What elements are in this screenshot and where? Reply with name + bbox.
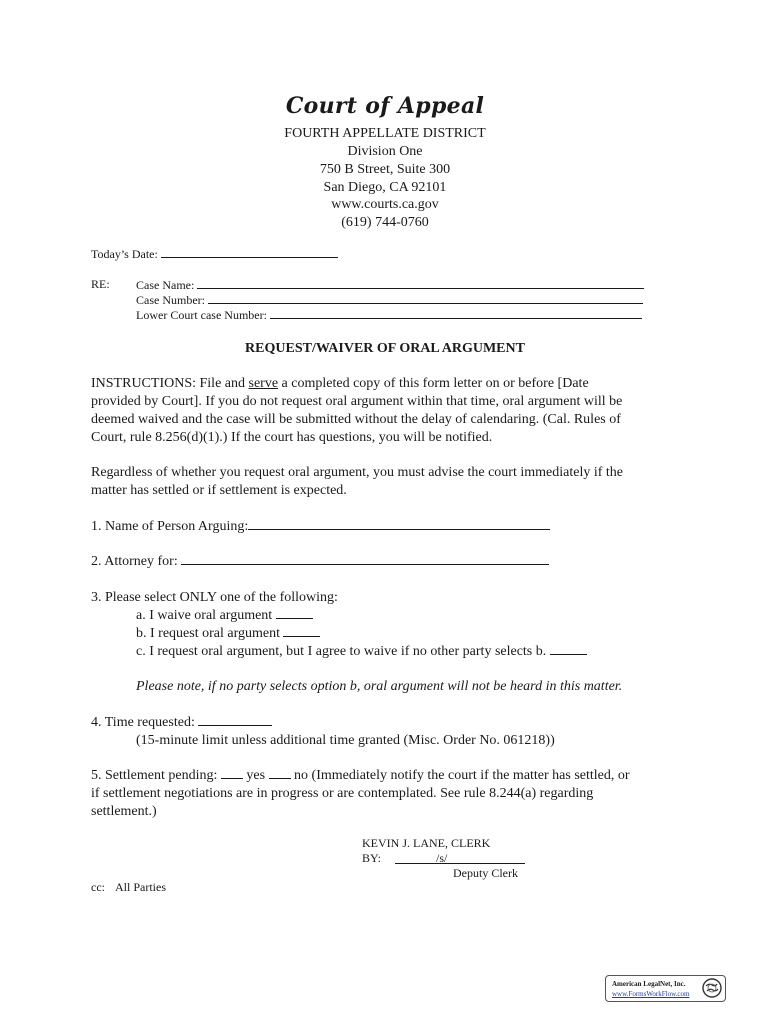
phone-number: (619) 744-0760 [341,215,429,230]
street-address: 750 B Street, Suite 300 [319,162,451,177]
case-number-field[interactable] [208,292,643,304]
date-field[interactable] [161,246,338,258]
city-address: San Diego, CA 92101 [323,180,447,195]
form-title: REQUEST/WAIVER OF ORAL ARGUMENT [245,341,525,356]
court-title: Court of Appeal [285,93,485,119]
option-b-line [136,625,320,643]
instructions-line-3: deemed waived and the case will be submitted without the delay of calendaring. (Cal. Rules of [91,412,621,427]
division-name: Division One [347,144,423,159]
time-limit-note: (15-minute limit unless additional time granted (Misc. Order No. 061218)) [136,733,555,748]
lower-court-line [136,307,642,323]
cc-value: All Parties [115,880,166,894]
case-name-field[interactable] [197,277,644,289]
footer-badge[interactable] [605,975,726,1002]
instructions-text: a completed copy of this form letter on or before [Date [278,376,589,391]
name-arguing-field[interactable] [248,518,550,530]
settlement-no-label: no [290,768,309,783]
cc-label: cc: [91,880,105,894]
settlement-yes-label: yes [242,768,269,783]
by-label: BY: [362,851,381,865]
case-name-label: Case Name: [136,278,195,292]
option-c-field[interactable] [550,643,587,655]
settlement-pending-line-2: if settlement negotiations are in progress or are contemplated. See rule 8.244(a) regarding [91,786,594,801]
deputy-clerk-label: Deputy Clerk [453,866,518,880]
option-a-field[interactable] [276,607,313,619]
settlement-pending-label: 5. Settlement pending: [91,768,221,783]
website-link[interactable]: www.courts.ca.gov [331,197,439,212]
instructions-text: INSTRUCTIONS: File and [91,376,249,391]
option-a-line [136,607,313,625]
settlement-no-field[interactable] [269,767,291,779]
globe-icon [702,978,722,998]
signature-mark: /s/ [436,851,448,865]
lower-court-label: Lower Court case Number: [136,308,267,322]
option-note: Please note, if no party selects option b, oral argument will not be heard in this matter. [136,679,623,694]
instructions-line-1 [91,375,589,393]
option-c-line [136,643,587,661]
case-number-line [136,292,643,308]
name-arguing-label: 1. Name of Person Arguing: [91,519,249,534]
option-c-label: c. I request oral argument, but I agree to waive if no other party selects b. [136,644,550,659]
time-requested-line [91,714,272,732]
case-number-label: Case Number: [136,293,205,307]
time-requested-field[interactable] [198,714,272,726]
select-prompt: 3. Please select ONLY one of the following: [91,590,338,605]
option-b-field[interactable] [283,625,320,637]
badge-url[interactable]: www.FormsWorkFlow.com [612,990,690,998]
re-label: RE: [91,277,110,291]
option-a-label: a. I waive oral argument [136,608,276,623]
signature-line [395,851,525,864]
time-requested-label: 4. Time requested: [91,715,199,730]
serve-link: serve [248,376,279,391]
instructions-line-2: provided by Court]. If you do not request oral argument within that time, oral argument will be [91,394,623,409]
name-arguing-line [91,518,550,536]
badge-company: American LegalNet, Inc. [612,980,686,988]
option-b-label: b. I request oral argument [136,626,284,641]
lower-court-field[interactable] [270,307,642,319]
settlement-pending-line-3: settlement.) [91,804,157,819]
settlement-pending-line [91,767,630,785]
clerk-name: KEVIN J. LANE, CLERK [362,836,491,850]
settlement-notice-line-2: matter has settled or if settlement is expected. [91,483,347,498]
settlement-notice-line-1: Regardless of whether you request oral argument, you must advise the court immediately if the [91,465,623,480]
attorney-for-line [91,553,549,571]
settlement-pending-note: (Immediately notify the court if the matter has settled, or [308,768,630,783]
date-line [91,246,338,262]
settlement-yes-field[interactable] [221,767,243,779]
attorney-for-label: 2. Attorney for: [91,554,182,569]
date-label: Today’s Date: [91,247,158,261]
case-name-line [136,277,644,293]
attorney-for-field[interactable] [181,553,549,565]
instructions-line-4: Court, rule 8.256(d)(1).) If the court has questions, you will be notified. [91,430,493,445]
district-name: FOURTH APPELLATE DISTRICT [284,126,486,141]
